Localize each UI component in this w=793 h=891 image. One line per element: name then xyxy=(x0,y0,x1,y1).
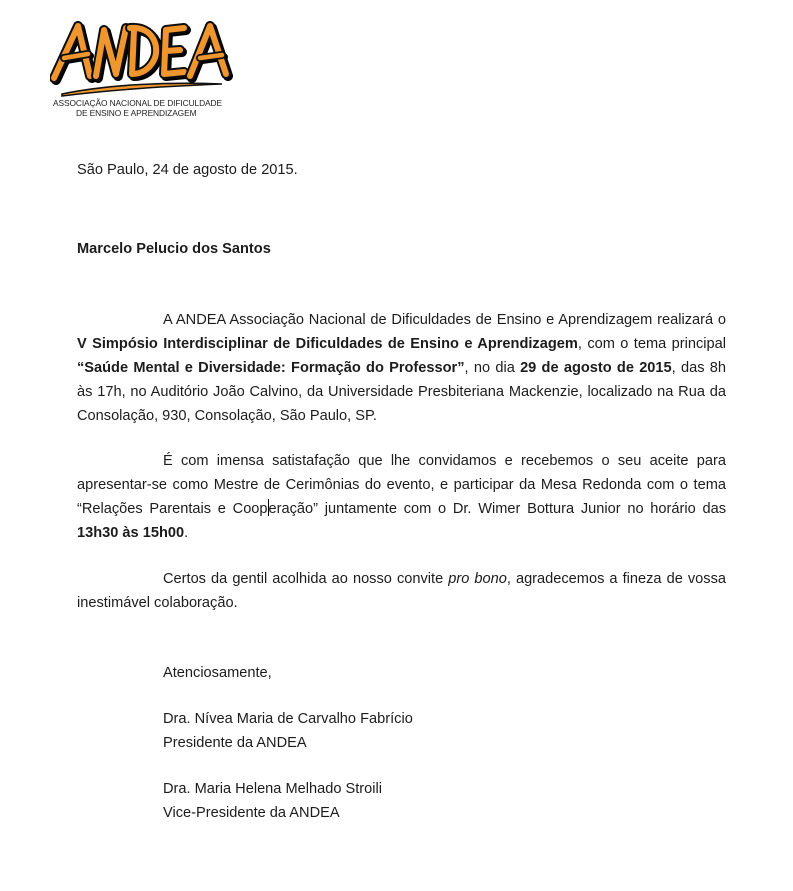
para3-text-2: , agradecemos a fineza de vossa inestimável colaboração. xyxy=(77,571,726,611)
event-date: 29 de agosto de 2015 xyxy=(520,360,672,376)
signatory-name: Dra. Maria Helena Melhado Stroili xyxy=(163,781,382,797)
para1-text-3: , no dia xyxy=(464,360,521,376)
letter-recipient: Marcelo Pelucio dos Santos xyxy=(77,241,271,257)
signature-block-vice-president xyxy=(163,777,563,825)
para1-text-2: , com o tema principal xyxy=(577,336,726,352)
logo-letter-e xyxy=(164,28,184,74)
para2-text-1: É com imensa satistafação que lhe convidamos e recebemos o seu aceite para apresentar-se como Mestre de Cerimônias do evento, e participar da Mesa Redonda com o tema “Relações Parentais e Coop xyxy=(77,453,726,517)
logo-caption xyxy=(50,98,240,118)
logo-swoosh xyxy=(62,83,222,96)
logo-letter-a2 xyxy=(190,26,226,76)
logo-letter-d xyxy=(130,28,156,74)
para2-text-2: . xyxy=(184,525,189,541)
signature-block-president xyxy=(163,707,563,755)
pro-bono-term: pro bono xyxy=(448,571,507,587)
logo-letter-a xyxy=(54,26,90,78)
session-time: 13h30 às 15h00 xyxy=(77,525,185,541)
para2-text-1b: eração” juntamente com o Dr. Wimer Bottura Junior no horário das xyxy=(268,501,726,517)
letter-date: São Paulo, 24 de agosto de 2015. xyxy=(77,162,298,178)
signatory-name: Dra. Nívea Maria de Carvalho Fabrício xyxy=(163,711,413,727)
para3-text-1: Certos da gentil acolhida ao nosso convite xyxy=(163,571,449,587)
andea-logo-wordmark xyxy=(50,18,240,100)
paragraph-thanks xyxy=(77,567,726,615)
signatory-title: Presidente da ANDEA xyxy=(163,735,307,751)
paragraph-invitation xyxy=(77,308,726,428)
andea-logo xyxy=(50,18,240,120)
logo-letter-n xyxy=(96,28,126,76)
logo-caption-line1: ASSOCIAÇÃO NACIONAL DE DIFICULDADE xyxy=(53,98,222,108)
letter-closing: Atenciosamente, xyxy=(163,665,272,681)
para1-text-4: , das 8h às 17h, no Auditório João Calvino, da Universidade Presbiteriana Mackenzie, localizado na Rua da Consolação, 930, Consolação, São Paulo, SP. xyxy=(77,360,726,424)
paragraph-role xyxy=(77,449,726,545)
signatory-title: Vice-Presidente da ANDEA xyxy=(163,805,340,821)
para1-text-1: A ANDEA Associação Nacional de Dificuldades de Ensino e Aprendizagem realizará o xyxy=(163,312,726,328)
logo-caption-line2: DE ENSINO E APRENDIZAGEM xyxy=(76,108,197,118)
event-name: V Simpósio Interdisciplinar de Dificuldades de Ensino e Aprendizagem xyxy=(77,336,578,352)
event-theme: “Saúde Mental e Diversidade: Formação do Professor” xyxy=(77,360,465,376)
